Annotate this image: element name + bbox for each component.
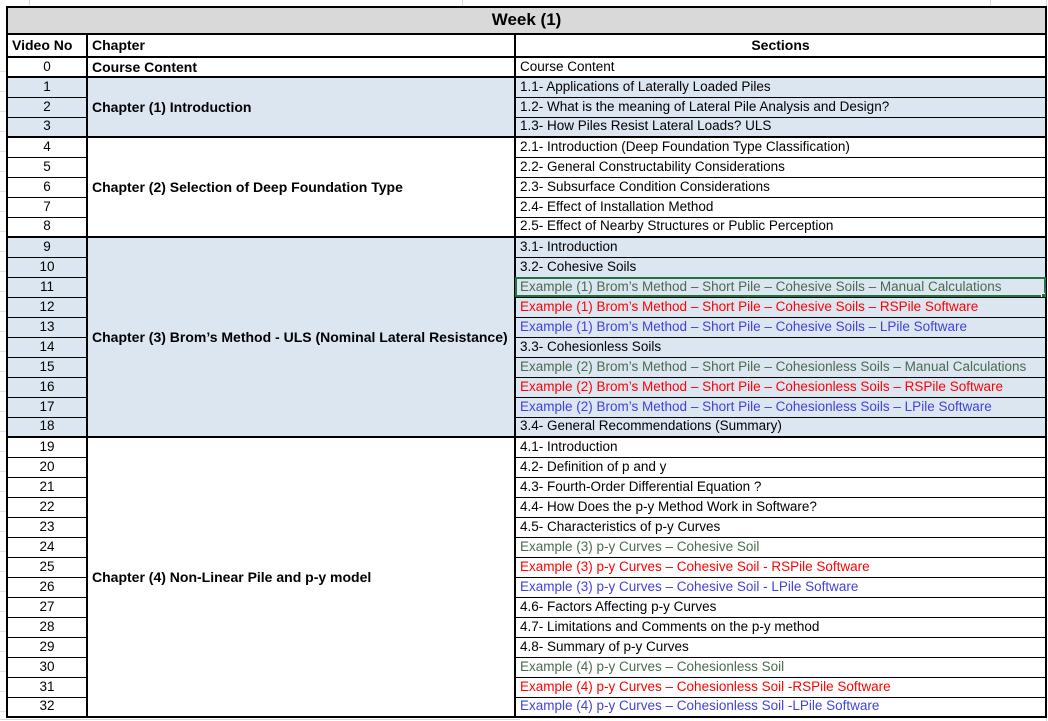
video-no-cell[interactable]: 0 — [7, 57, 87, 77]
video-no-cell[interactable]: 17 — [7, 397, 87, 417]
video-no-cell[interactable]: 7 — [7, 197, 87, 217]
video-no-cell[interactable]: 15 — [7, 357, 87, 377]
video-no-cell[interactable]: 2 — [7, 97, 87, 117]
section-cell[interactable]: 2.4- Effect of Installation Method — [515, 197, 1046, 217]
chapter-cell[interactable]: Course Content — [87, 57, 515, 77]
header-chapter[interactable]: Chapter — [87, 34, 515, 57]
section-cell[interactable]: Example (4) p-y Curves – Cohesionless Soil -LPile Software — [515, 697, 1046, 717]
section-cell[interactable]: 1.2- What is the meaning of Lateral Pile Analysis and Design? — [515, 97, 1046, 117]
table-body — [7, 7, 1046, 717]
section-cell[interactable]: 4.5- Characteristics of p-y Curves — [515, 517, 1046, 537]
video-no-cell[interactable]: 1 — [7, 77, 87, 97]
table-row — [7, 57, 1046, 77]
section-cell[interactable]: Example (4) p-y Curves – Cohesionless Soil — [515, 657, 1046, 677]
video-no-cell[interactable]: 16 — [7, 377, 87, 397]
section-cell[interactable]: Example (2) Brom’s Method – Short Pile – Cohesionless Soils – RSPile Software — [515, 377, 1046, 397]
sheet-gridline — [0, 719, 520, 720]
table-row — [7, 137, 1046, 157]
section-cell[interactable]: 2.1- Introduction (Deep Foundation Type Classification) — [515, 137, 1046, 157]
section-cell-selected[interactable]: Example (1) Brom’s Method – Short Pile – Cohesive Soils – Manual Calculations — [515, 277, 1046, 297]
chapter-cell[interactable]: Chapter (2) Selection of Deep Foundation Type — [87, 137, 515, 237]
chapter-cell[interactable]: Chapter (4) Non-Linear Pile and p-y model — [87, 437, 515, 717]
video-no-cell[interactable]: 9 — [7, 237, 87, 257]
section-cell[interactable]: 4.6- Factors Affecting p-y Curves — [515, 597, 1046, 617]
video-no-cell[interactable]: 6 — [7, 177, 87, 197]
header-row — [7, 34, 1046, 57]
chapter-cell[interactable]: Chapter (1) Introduction — [87, 77, 515, 137]
table-row — [7, 237, 1046, 257]
video-no-cell[interactable]: 22 — [7, 497, 87, 517]
week-title[interactable]: Week (1) — [7, 7, 1046, 34]
section-cell[interactable]: 4.1- Introduction — [515, 437, 1046, 457]
video-no-cell[interactable]: 30 — [7, 657, 87, 677]
title-row — [7, 7, 1046, 34]
video-no-cell[interactable]: 19 — [7, 437, 87, 457]
section-cell[interactable]: 3.1- Introduction — [515, 237, 1046, 257]
video-no-cell[interactable]: 14 — [7, 337, 87, 357]
section-cell[interactable]: Example (3) p-y Curves – Cohesive Soil — [515, 537, 1046, 557]
header-sections[interactable]: Sections — [515, 34, 1046, 57]
video-no-cell[interactable]: 4 — [7, 137, 87, 157]
video-no-cell[interactable]: 23 — [7, 517, 87, 537]
video-no-cell[interactable]: 32 — [7, 697, 87, 717]
section-cell[interactable]: Example (1) Brom’s Method – Short Pile – Cohesive Soils – LPile Software — [515, 317, 1046, 337]
chapter-cell[interactable]: Chapter (3) Brom’s Method - ULS (Nominal Lateral Resistance) — [87, 237, 515, 437]
video-no-cell[interactable]: 11 — [7, 277, 87, 297]
video-no-cell[interactable]: 10 — [7, 257, 87, 277]
video-no-cell[interactable]: 31 — [7, 677, 87, 697]
video-no-cell[interactable]: 3 — [7, 117, 87, 137]
section-cell[interactable]: Example (4) p-y Curves – Cohesionless Soil -RSPile Software — [515, 677, 1046, 697]
video-no-cell[interactable]: 20 — [7, 457, 87, 477]
video-no-cell[interactable]: 5 — [7, 157, 87, 177]
section-cell[interactable]: 2.3- Subsurface Condition Considerations — [515, 177, 1046, 197]
table-row — [7, 437, 1046, 457]
video-no-cell[interactable]: 13 — [7, 317, 87, 337]
video-no-cell[interactable]: 12 — [7, 297, 87, 317]
section-cell[interactable]: Example (2) Brom’s Method – Short Pile – Cohesionless Soils – Manual Calculations — [515, 357, 1046, 377]
video-no-cell[interactable]: 28 — [7, 617, 87, 637]
section-cell[interactable]: 4.4- How Does the p-y Method Work in Software? — [515, 497, 1046, 517]
video-no-cell[interactable]: 24 — [7, 537, 87, 557]
section-cell[interactable]: 2.5- Effect of Nearby Structures or Public Perception — [515, 217, 1046, 237]
video-no-cell[interactable]: 27 — [7, 597, 87, 617]
video-no-cell[interactable]: 21 — [7, 477, 87, 497]
section-cell[interactable]: 1.1- Applications of Laterally Loaded Piles — [515, 77, 1046, 97]
video-no-cell[interactable]: 8 — [7, 217, 87, 237]
section-cell[interactable]: Example (1) Brom’s Method – Short Pile – Cohesive Soils – RSPile Software — [515, 297, 1046, 317]
section-cell[interactable]: Course Content — [515, 57, 1046, 77]
video-no-cell[interactable]: 18 — [7, 417, 87, 437]
header-video-no[interactable]: Video No — [7, 34, 87, 57]
section-cell[interactable]: Example (3) p-y Curves – Cohesive Soil - RSPile Software — [515, 557, 1046, 577]
section-cell[interactable]: Example (3) p-y Curves – Cohesive Soil - LPile Software — [515, 577, 1046, 597]
video-no-cell[interactable]: 26 — [7, 577, 87, 597]
section-cell[interactable]: Example (2) Brom’s Method – Short Pile – Cohesionless Soils – LPile Software — [515, 397, 1046, 417]
section-cell[interactable]: 4.8- Summary of p-y Curves — [515, 637, 1046, 657]
section-cell[interactable]: 3.2- Cohesive Soils — [515, 257, 1046, 277]
video-no-cell[interactable]: 29 — [7, 637, 87, 657]
section-cell[interactable]: 4.7- Limitations and Comments on the p-y method — [515, 617, 1046, 637]
section-cell[interactable]: 3.4- General Recommendations (Summary) — [515, 417, 1046, 437]
video-no-cell[interactable]: 25 — [7, 557, 87, 577]
section-cell[interactable]: 4.2- Definition of p and y — [515, 457, 1046, 477]
section-cell[interactable]: 4.3- Fourth-Order Differential Equation ? — [515, 477, 1046, 497]
section-cell[interactable]: 1.3- How Piles Resist Lateral Loads? ULS — [515, 117, 1046, 137]
table-row — [7, 77, 1046, 97]
section-cell[interactable]: 2.2- General Constructability Considerations — [515, 157, 1046, 177]
course-schedule-table — [6, 6, 1047, 718]
section-cell[interactable]: 3.3- Cohesionless Soils — [515, 337, 1046, 357]
